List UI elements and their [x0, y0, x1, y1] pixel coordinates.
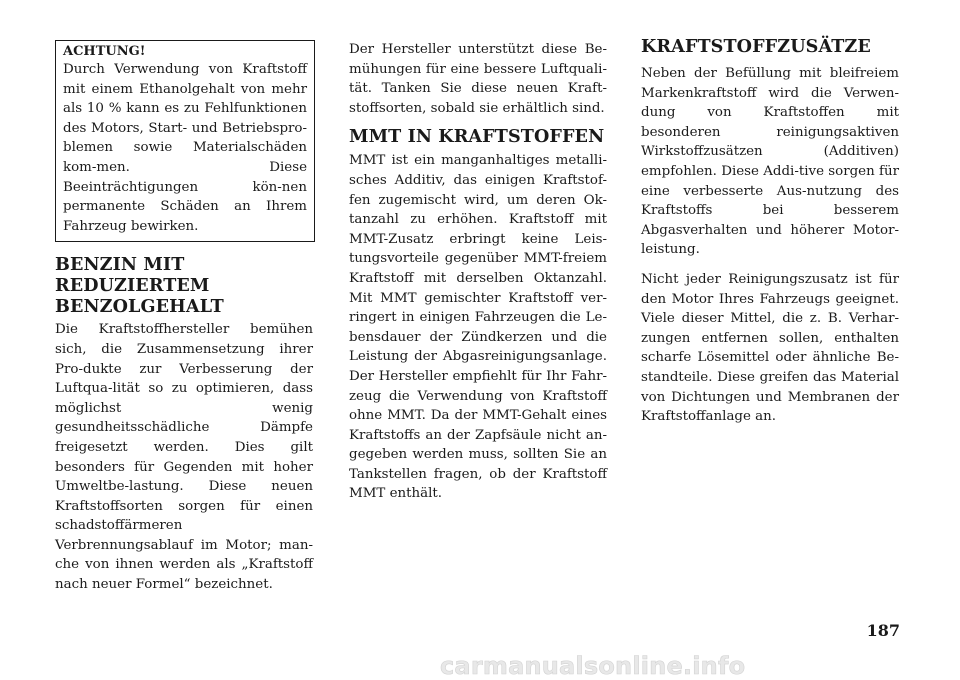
heading-mmt: MMT IN KRAFTSTOFFEN — [349, 126, 605, 148]
column-middle — [349, 40, 607, 504]
paragraph-zusaetze-2: Nicht jeder Reinigungszusatz ist für den Motor Ihres Fahrzeugs geeignet. Viele dieser Mittel, die z. B. Verhar-zungen entfernen sollen, enthalten scharfe Lösemittel oder ähnliche Be-standteile. Diese greifen das Material von Dichtungen und Membranen der Kraftstoffanlage an. — [641, 271, 899, 425]
paragraph-benzin: Die Kraftstoffhersteller bemühen sich, die Zusammensetzung ihrer Pro-dukte zur Verbesserung der Luftqua-lität so zu optimieren, dass möglichst wenig gesundheitsschädliche Dämpfe freigesetzt werden. Dies gilt besonders für Gegenden mit hoher Umweltbe-lastung. Diese neuen Kraftstoffsorten sorgen für einen schadstoffärmeren Verbrennungsablauf im Motor; man-che von ihnen werden als „Kraftstoff nach neuer Formel“ bezeichnet. — [55, 322, 313, 593]
paragraph-mmt: MMT ist ein manganhaltiges metalli-sches Additiv, das einigen Kraftstof-fen zugemischt wird, um deren Ok-tanzahl zu erhöhen. Kraftstoff mit MMT-Zusatz erbringt keine Leis-tungsvorteile gegenüber MMT-freiem Kraftstoff mit derselben Oktanzahl. Mit MMT gemischter Kraftstoff ver-ringert in einigen Fahrzeugen die Le-bensdauer der Zündkerzen und die Leistung der Abgasreinigungsanlage. Der Hersteller empfiehlt für Ihr Fahr-zeug die Verwendung von Kraftstoff ohne MMT. Da der MMT-Gehalt eines Kraftstoffs an der Zapfsäule nicht an-gegeben werden muss, sollten Sie an Tankstellen fragen, ob der Kraftstoff MMT enthält. — [349, 153, 607, 502]
column-left — [55, 40, 313, 595]
warning-body: Durch Verwendung von Kraftstoff mit einem Ethanolgehalt von mehr als 10 % kann es zu Fehlfunktionen des Motors, Start- und Betriebspro-blemen sowie Materialschäden kom-men. Diese Beeinträchtigungen kön-nen permanente Schäden an Ihrem Fahrzeug bewirken. — [63, 62, 307, 234]
warning-title: ACHTUNG! — [63, 44, 146, 59]
watermark: carmanualsonline.info — [440, 652, 746, 680]
paragraph-continuation: Der Hersteller unterstützt diese Be-mühungen für eine bessere Luftquali-tät. Tanken Sie diese neuen Kraft-stoffsorten, sobald sie erhältlich sind. — [349, 42, 607, 116]
heading-benzin: BENZIN MIT REDUZIERTEM BENZOLGEHALT — [55, 254, 224, 318]
page-number: 187 — [866, 621, 900, 640]
column-right — [641, 36, 899, 427]
heading-kraftstoffzusaetze: KRAFTSTOFFZUSÄTZE — [641, 36, 871, 57]
paragraph-zusaetze-1: Neben der Befüllung mit bleifreiem Markenkraftstoff wird die Verwen-dung von Kraftstoffen mit besonderen reinigungsaktiven Wirkstoffzusätzen (Additiven) empfohlen. Diese Addi-tive sorgen für eine verbesserte Aus-nutzung des Kraftstoffs bei besserem Abgasverhalten und höherer Motor-leistung. — [641, 66, 899, 258]
warning-box — [55, 40, 315, 242]
